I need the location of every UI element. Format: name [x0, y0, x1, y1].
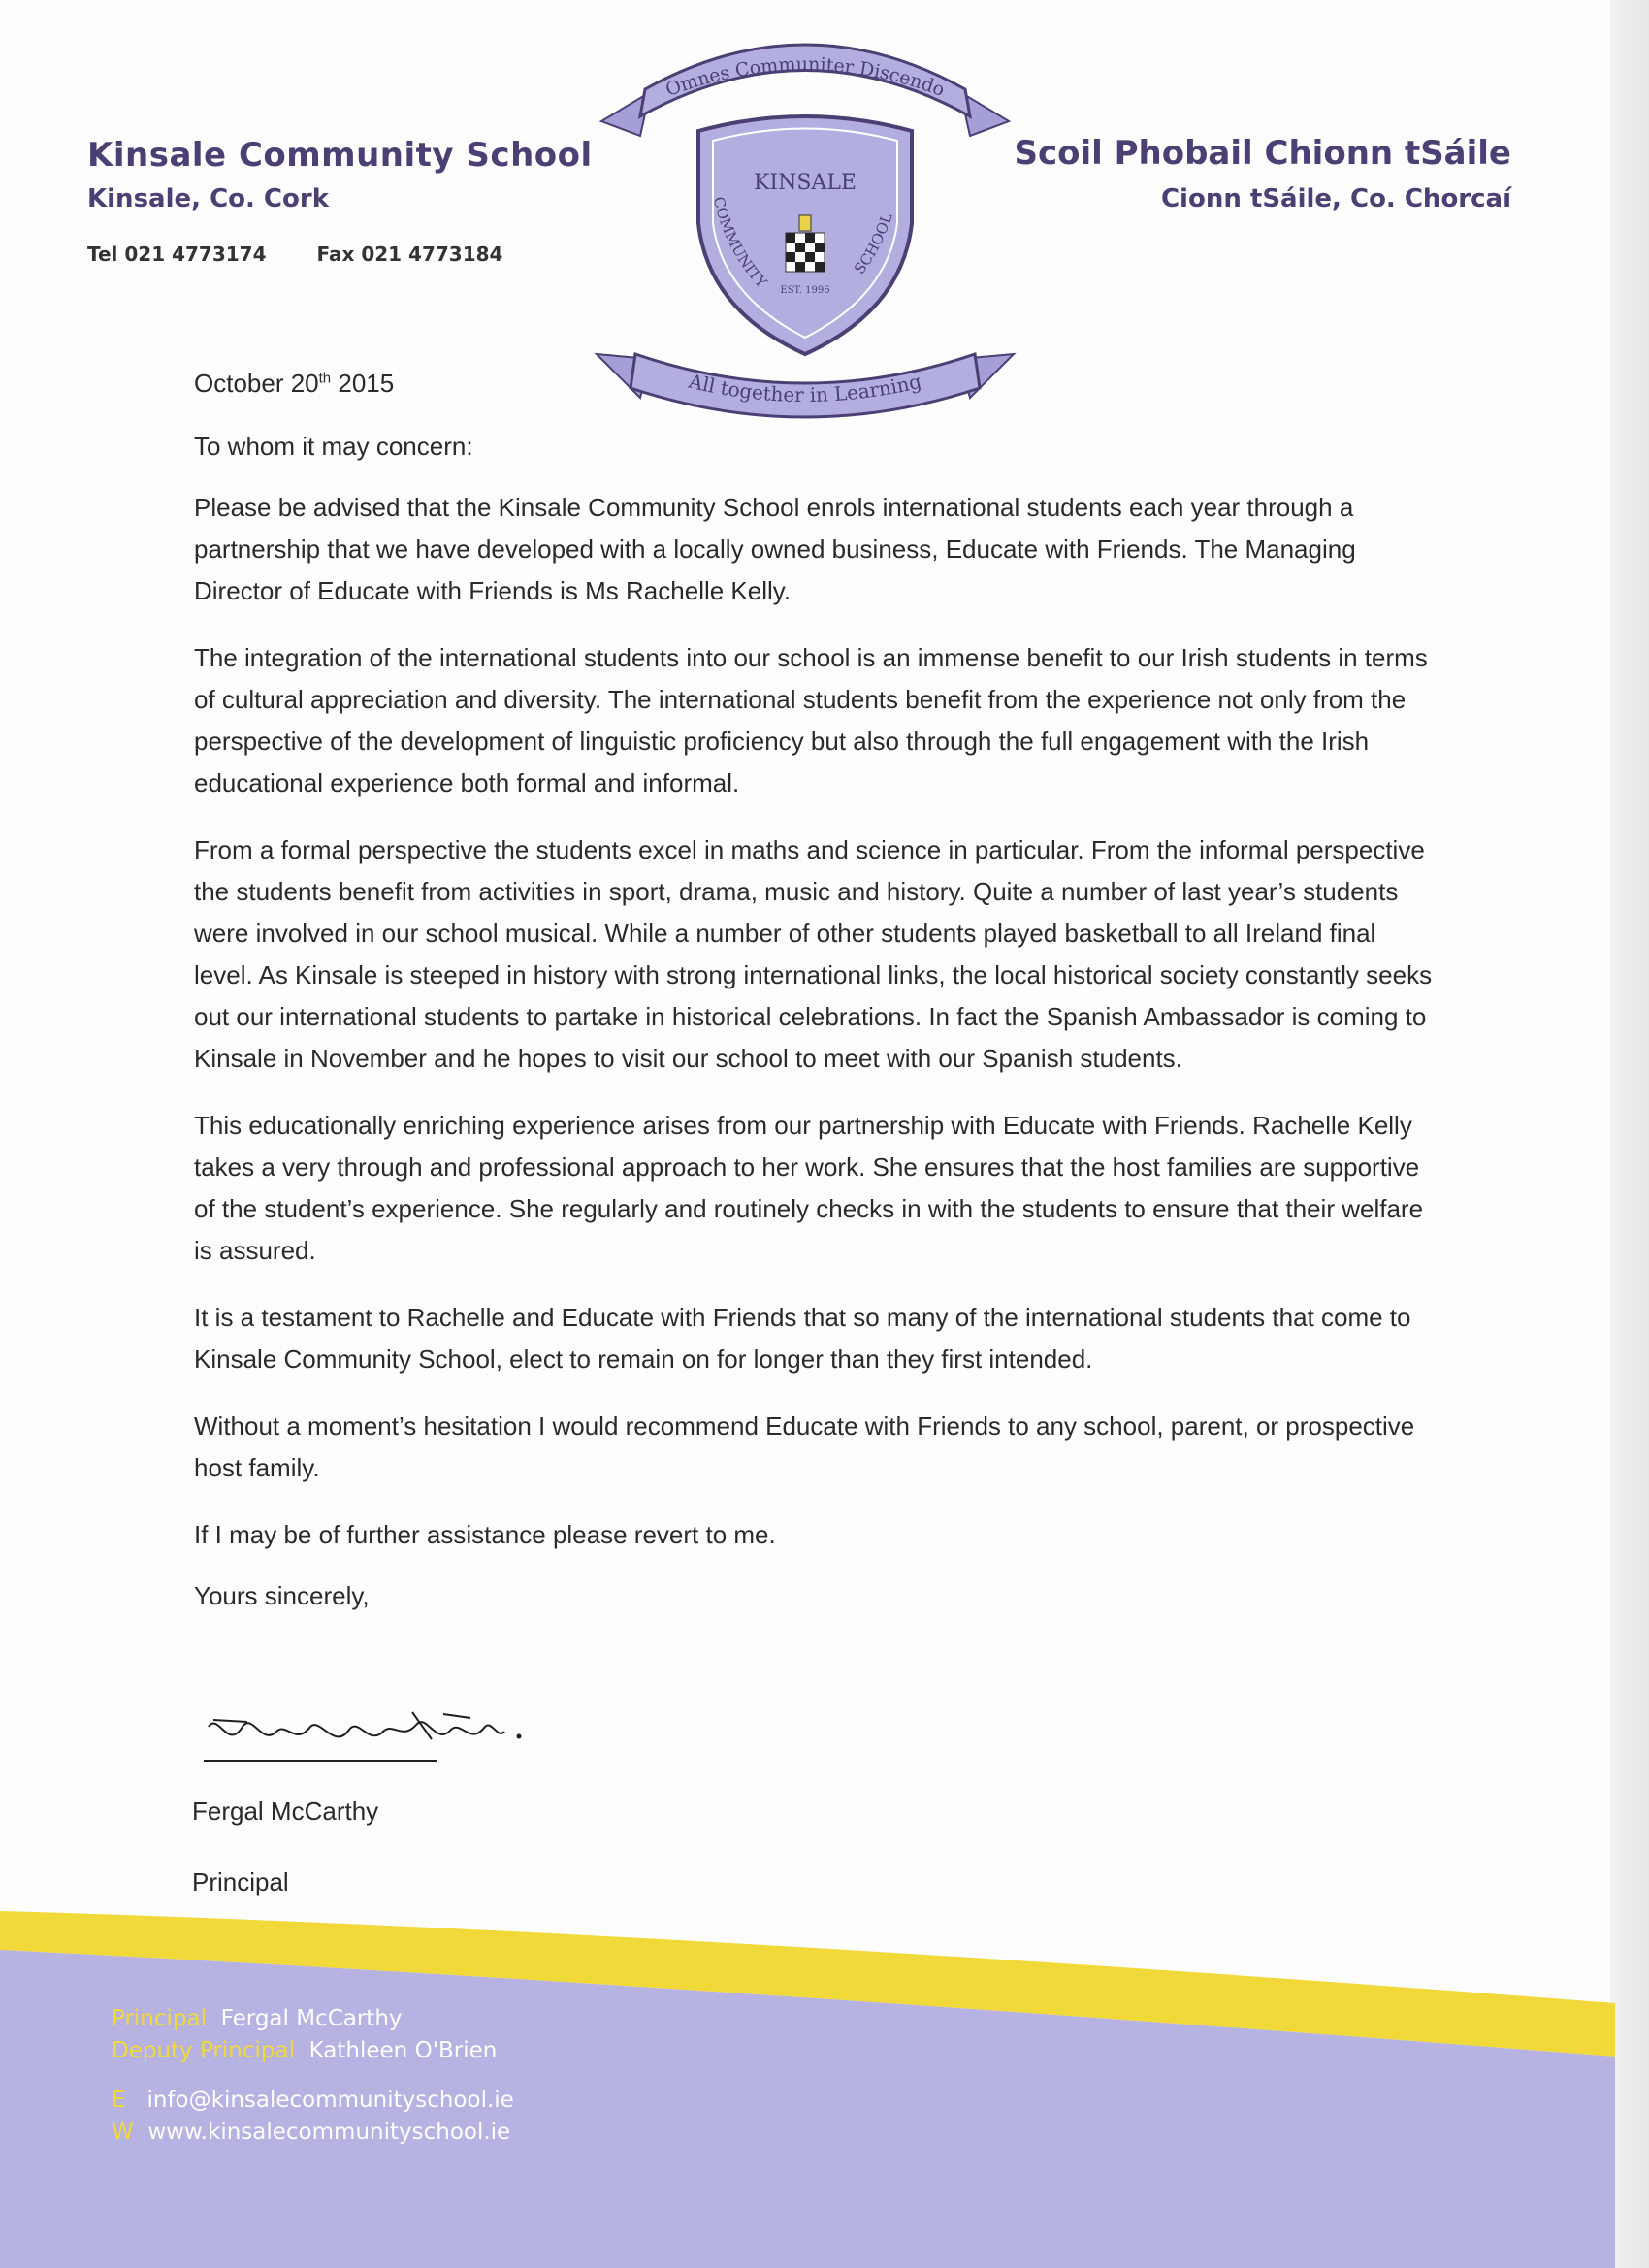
letter-date	[194, 369, 1436, 399]
crest-est: EST. 1996	[780, 285, 830, 296]
crest-right-word: SCHOOL	[850, 211, 896, 277]
letter-body	[194, 369, 1436, 1611]
email-label: E	[112, 2088, 126, 2113]
town-ga: Cionn tSáile, Co. Chorcaí	[1160, 184, 1511, 213]
date-suffix: th	[318, 370, 332, 387]
crest-left-word: COMMUNITY	[709, 194, 771, 292]
contact-row	[87, 243, 593, 266]
handwritten-signature	[189, 1693, 538, 1780]
website-link[interactable]: www.kinsalecommunityschool.ie	[147, 2120, 511, 2145]
crest-motto-bottom: All together in Learning	[686, 369, 924, 407]
tel-number: Tel 021 4773174	[87, 243, 267, 266]
footer-principal-row	[112, 2003, 514, 2035]
deputy-name: Kathleen O'Brien	[308, 2038, 498, 2063]
salutation: To whom it may concern:	[194, 432, 473, 461]
principal-name: Fergal McCarthy	[220, 2006, 403, 2031]
closing: Yours sincerely,	[194, 1581, 370, 1610]
footer-email-row	[112, 2085, 514, 2117]
web-label: W	[112, 2120, 134, 2145]
email-link[interactable]: info@kinsalecommunityschool.ie	[146, 2088, 514, 2113]
school-name-en: Kinsale Community School	[87, 136, 593, 175]
crest-name-word: KINSALE	[753, 171, 857, 195]
crest-shield	[698, 116, 912, 354]
footer-web-row	[112, 2117, 514, 2149]
page-edge	[1610, 0, 1649, 2268]
town-en: Kinsale, Co. Cork	[87, 184, 329, 213]
principal-label: Principal	[112, 2006, 208, 2031]
signer-name: Fergal McCarthy	[192, 1797, 379, 1826]
paragraph-1: Please be advised that the Kinsale Community School enrols international students each year through a partnership that we have developed with a locally owned business, Educate with Friends. The Managing Director of Educate with Friends is Ms Rachelle Kelly.	[194, 493, 1356, 605]
date-year: 2015	[331, 369, 395, 398]
school-name-ga: Scoil Phobail Chionn tSáile	[1014, 134, 1511, 173]
paragraph-3: From a formal perspective the students excel in maths and science in particular. From the informal perspective the students benefit from activities in sport, drama, music and history. Quite a number of last year’s students were involved in our school musical. While a number of other students played basketball to all Ireland final level. As Kinsale is steeped in history with strong international links, the local historical society constantly seeks out our international students to partake in historical celebrations. In fact the Spanish Ambassador is coming to Kinsale in November and he hopes to visit our school to meet with our Spanish students.	[194, 835, 1433, 1073]
paragraph-5: It is a testament to Rachelle and Educate with Friends that so many of the international students that come to Kinsale Community School, elect to remain on for longer than they first intended.	[194, 1303, 1411, 1374]
paragraph-4: This educationally enriching experience arises from our partnership with Educate with Friends. Rachelle Kelly takes a very through and professional approach to her work. She ensures that the host families are supportive of the student’s experience. She regularly and routinely checks in with the students to ensure that their welfare is assured.	[194, 1111, 1424, 1265]
footer-contacts	[112, 2003, 514, 2149]
paragraph-6: Without a moment’s hesitation I would recommend Educate with Friends to any school, parent, or prospective host family.	[194, 1411, 1415, 1482]
fax-number: Fax 021 4773184	[316, 243, 503, 266]
deputy-label: Deputy Principal	[112, 2038, 295, 2063]
header-left	[87, 136, 593, 266]
date-day: October 20	[194, 369, 319, 398]
crest-motto-top: Omnes Communiter Discendo	[663, 53, 948, 102]
signer-title: Principal	[192, 1867, 289, 1896]
paragraph-2: The integration of the international students into our school is an immense benefit to our Irish students in terms of cultural appreciation and diversity. The international students benefit from the experience not only from the perspective of the development of linguistic proficiency but also through the full engagement with the Irish educational experience both formal and informal.	[194, 643, 1428, 797]
footer-deputy-row	[112, 2035, 514, 2067]
paragraph-7: If I may be of further assistance please revert to me.	[194, 1520, 776, 1549]
header-right	[1014, 134, 1511, 213]
